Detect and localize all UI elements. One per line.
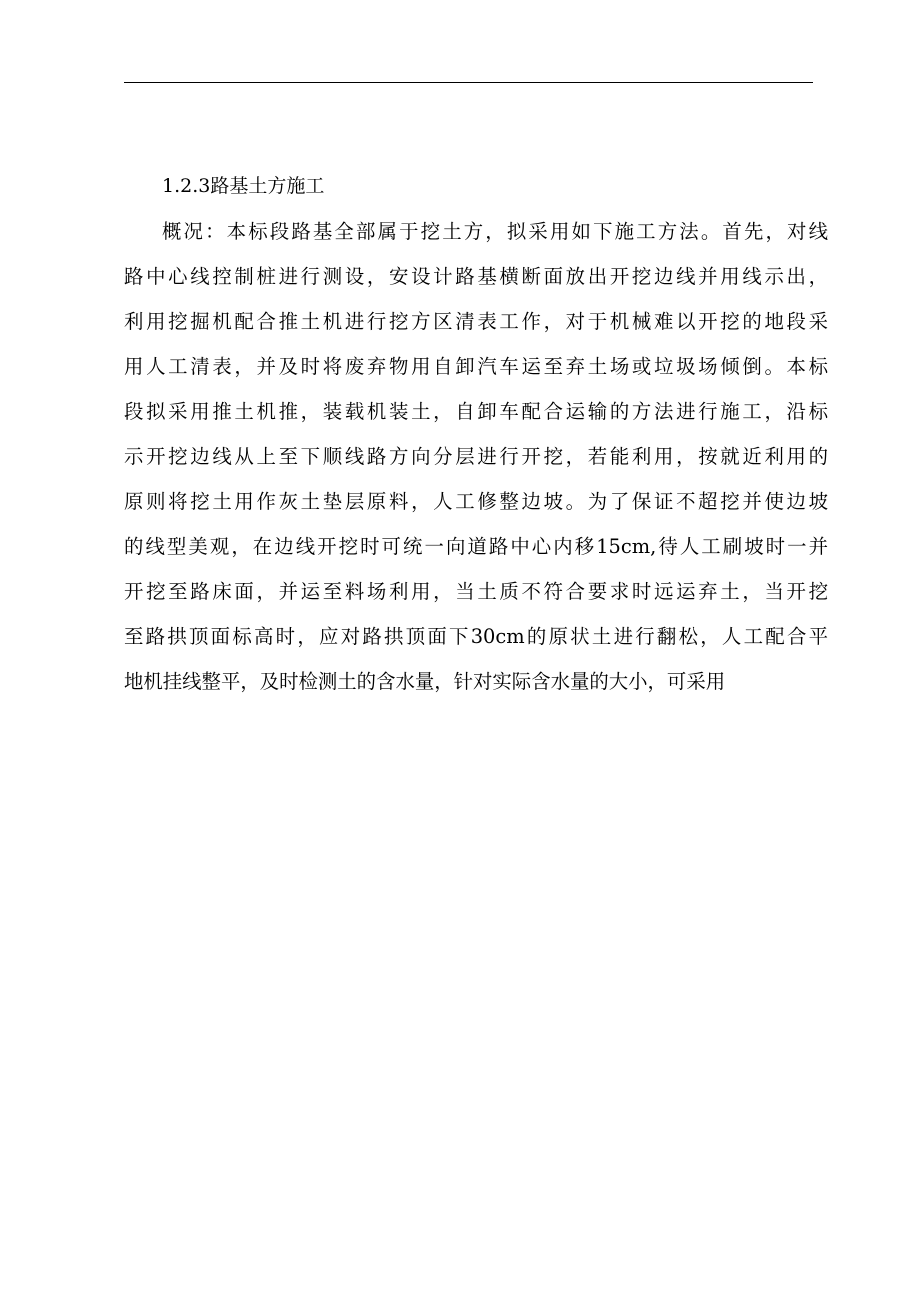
paragraph-line: 用人工清表，并及时将废弃物用自卸汽车运至弃土场或垃圾场倾倒。本标 bbox=[124, 355, 828, 378]
paragraph-line: 利用挖掘机配合推土机进行挖方区清表工作，对于机械难以开挖的地段采 bbox=[124, 310, 828, 333]
paragraph-line: 至路拱顶面标高时，应对路拱顶面下30cm的原状土进行翻松，人工配合平 bbox=[124, 625, 828, 648]
paragraph-line: 段拟采用推土机推，装载机装土，自卸车配合运输的方法进行施工，沿标 bbox=[124, 400, 828, 423]
header-rule bbox=[124, 82, 813, 83]
paragraph-line: 示开挖边线从上至下顺线路方向分层进行开挖，若能利用，按就近利用的 bbox=[124, 445, 828, 468]
paragraph-line: 开挖至路床面，并运至料场利用，当土质不符合要求时远运弃土，当开挖 bbox=[124, 580, 828, 603]
paragraph-line: 原则将挖土用作灰土垫层原料，人工修整边坡。为了保证不超挖并使边坡 bbox=[124, 490, 828, 513]
paragraph-line: 概况：本标段路基全部属于挖土方，拟采用如下施工方法。首先，对线 bbox=[162, 220, 828, 243]
paragraph-line: 路中心线控制桩进行测设，安设计路基横断面放出开挖边线并用线示出， bbox=[124, 265, 828, 288]
document-body bbox=[124, 168, 828, 704]
paragraph bbox=[124, 209, 828, 704]
section-heading: 1.2.3路基土方施工 bbox=[162, 175, 325, 197]
paragraph-line: 的线型美观，在边线开挖时可统一向道路中心内移15cm,待人工刷坡时一并 bbox=[124, 535, 828, 558]
paragraph-line: 地机挂线整平，及时检测土的含水量，针对实际含水量的大小，可采用 bbox=[124, 670, 726, 693]
